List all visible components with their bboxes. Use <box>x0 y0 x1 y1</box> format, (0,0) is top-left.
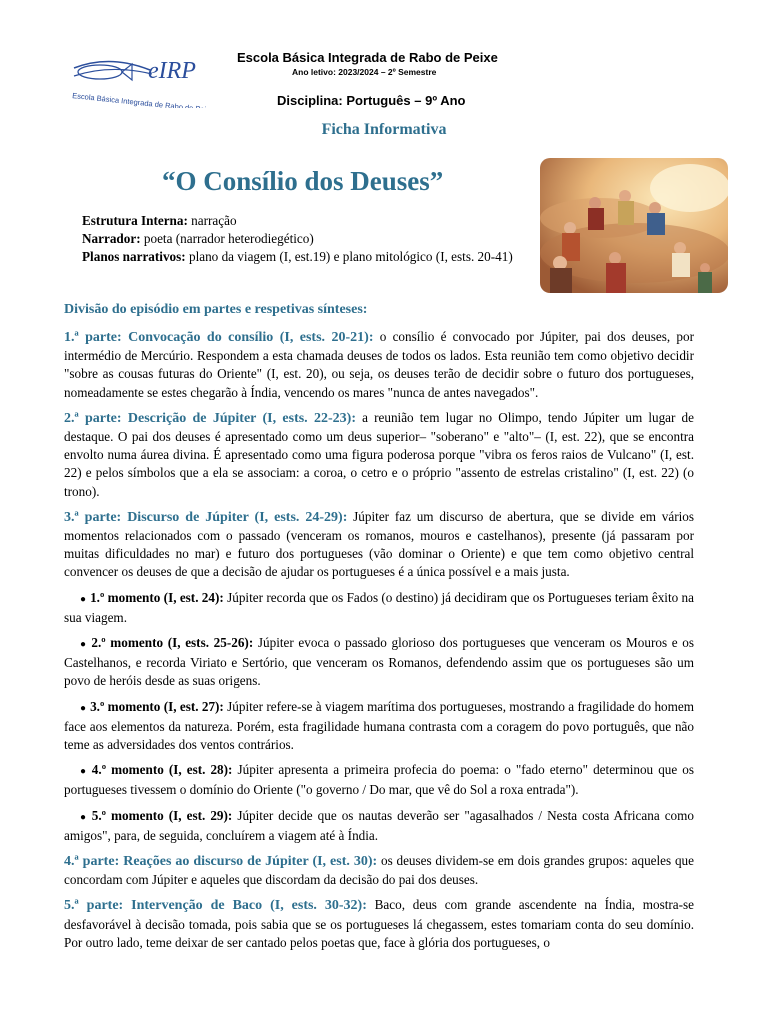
moment-text: Júpiter apresenta a primeira profecia do poema: o "fado eterno" determinou que os portugueses tivessem o domínio do Oriente ("o governo / Do mar, que vê do Sol a roxa entrada"). <box>64 762 695 798</box>
moment-text: Júpiter refere-se à viagem marítima dos portugueses, mostrando a fragilidade do homem face aos elementos da natureza. Porém, esta fragilidade humana contrasta com a coragem do povo português, que não teme as adversidades dos ventos contrários. <box>64 698 694 753</box>
moment-text: Júpiter decide que os nautas deverão ser "agasalhados / Nesta costa Africana como amigos", para, de seguida, concluírem a viagem até à Índia. <box>64 807 694 843</box>
moment-1 <box>64 589 694 627</box>
planos-label: Planos narrativos: <box>82 249 186 264</box>
bullet-icon: ● <box>80 639 88 651</box>
narrador-value: poeta (narrador heterodiegético) <box>140 231 314 246</box>
bullet-icon: ● <box>80 702 87 714</box>
moment-text: Júpiter recorda que os Fados (o destino) já decidiram que os Portugueses teriam êxito na sua viagem. <box>64 589 694 625</box>
episode-parts <box>64 328 694 959</box>
part-heading: 2.ª parte: Descrição de Júpiter (I, ests. 22-23): <box>64 410 356 426</box>
part-3 <box>64 508 694 582</box>
bullet-icon: ● <box>80 766 88 778</box>
page-title: “O Consílio dos Deuses” <box>162 166 444 196</box>
planos-row <box>64 248 526 266</box>
part-4 <box>64 852 694 889</box>
planos-value: plano da viagem (I, est.19) e plano mitológico (I, ests. 20-41) <box>185 249 513 264</box>
narrador-label: Narrador: <box>82 231 141 246</box>
estrutura-row <box>64 212 526 230</box>
gods-council-painting <box>540 158 728 293</box>
narrador-row <box>64 230 526 248</box>
moment-text: Júpiter evoca o passado glorioso dos portugueses que venceram os Mouros e os Castelhanos, e recorda Viriato e Sertório, que venceram os Romanos, defendendo assim que os portugueses são um povo de heróis desde as suas origens. <box>64 635 694 689</box>
discipline: Disciplina: Português – 9º Ano <box>277 93 466 108</box>
moment-heading: 2.º momento (I, ests. 25-26): <box>91 635 254 651</box>
part-text: o consílio é convocado por Júpiter, pai dos deuses, por intermédio de Mercúrio. Respondem a esta chamada deuses de todos os lados. Esta reunião tem como objetivo decidir "sobre as cousas futuras do Oriente" (I, est. 20), ou seja, os deuses terão de decidir sobre o futuro dos portugueses, nomeadamente se estes chegarão à Índia, vencendo os mares "nunca de antes navegados". <box>64 329 694 400</box>
episode-metadata <box>64 212 526 266</box>
part-1 <box>64 328 694 402</box>
moment-5 <box>64 807 694 845</box>
moment-3 <box>64 698 694 755</box>
estrutura-label: Estrutura Interna: <box>82 213 188 228</box>
part-heading: 4.ª parte: Reações ao discurso de Júpiter (I, est. 30): <box>64 854 378 870</box>
part-2 <box>64 409 694 501</box>
part-heading: 5.ª parte: Intervenção de Baco (I, ests. 30-32): <box>64 898 367 914</box>
bullet-icon: ● <box>80 593 87 605</box>
school-name: Escola Básica Integrada de Rabo de Peixe <box>237 50 498 65</box>
school-logo <box>70 50 220 108</box>
moment-4 <box>64 761 694 799</box>
svg-text:eIRP: eIRP <box>148 58 196 84</box>
moment-2 <box>64 634 694 691</box>
moment-heading: 1.º momento (I, est. 24): <box>90 589 224 605</box>
part-text: a reunião tem lugar no Olimpo, tendo Júpiter um lugar de destaque. O pai dos deuses é apresentado como um deus superior– "soberano" e "alto"– (I, est. 22), que se encontra envolto numa áurea divina. É apresentado como uma figura poderosa porque "vibra os feros raios de Vulcano" (I, est. 22) e pelos símbolos que a ela se associam: a coroa, o cetro e o próprio "assento de estrelas cristalino" (I, est. 22) (o trono). <box>64 409 694 499</box>
school-year: Ano letivo: 2023/2024 – 2º Semestre <box>292 67 437 77</box>
part-text: Baco, deus com grande ascendente na Índia, mostra-se desfavorável à decisão tomada, pois sabia que se os portugueses lá chegassem, estes tomariam conta do seu domínio. Por outro lado, teme deixar de ser cantado pelos poetas que, face à glória dos portugueses, o <box>64 897 694 950</box>
estrutura-value: narração <box>187 213 237 228</box>
part-heading: 3.ª parte: Discurso de Júpiter (I, ests. 24-29): <box>64 509 348 525</box>
section-heading: Divisão do episódio em partes e respetivas sínteses: <box>64 302 368 317</box>
part-text: Júpiter faz um discurso de abertura, que se divide em vários momentos relacionados com o passado (venceram os romanos, mouros e castelhanos), presente (já passaram por muitas dificuldades no mar) e futuro dos portugueses (vão dominar o Oriente) e que tem como objetivo central convencer os deuses de que a decisão de ajudar os portugueses é a única possível e a mais justa. <box>64 508 695 580</box>
svg-text:Escola Básica Integrada de Rab: Escola Básica Integrada de Rabo de Peixe <box>71 91 215 108</box>
moment-heading: 3.º momento (I, est. 27): <box>90 698 224 714</box>
document-type: Ficha Informativa <box>321 121 447 138</box>
part-heading: 1.ª parte: Convocação do consílio (I, ests. 20-21): <box>64 330 374 345</box>
part-5 <box>64 896 694 952</box>
bullet-icon: ● <box>80 811 88 823</box>
part-text: os deuses dividem-se em dois grandes grupos: aqueles que concordam com Júpiter e aqueles que discordam da decisão do pai dos deuses. <box>64 853 694 888</box>
moment-heading: 4.º momento (I, est. 28): <box>91 762 233 778</box>
moment-heading: 5.º momento (I, est. 29): <box>91 807 233 823</box>
